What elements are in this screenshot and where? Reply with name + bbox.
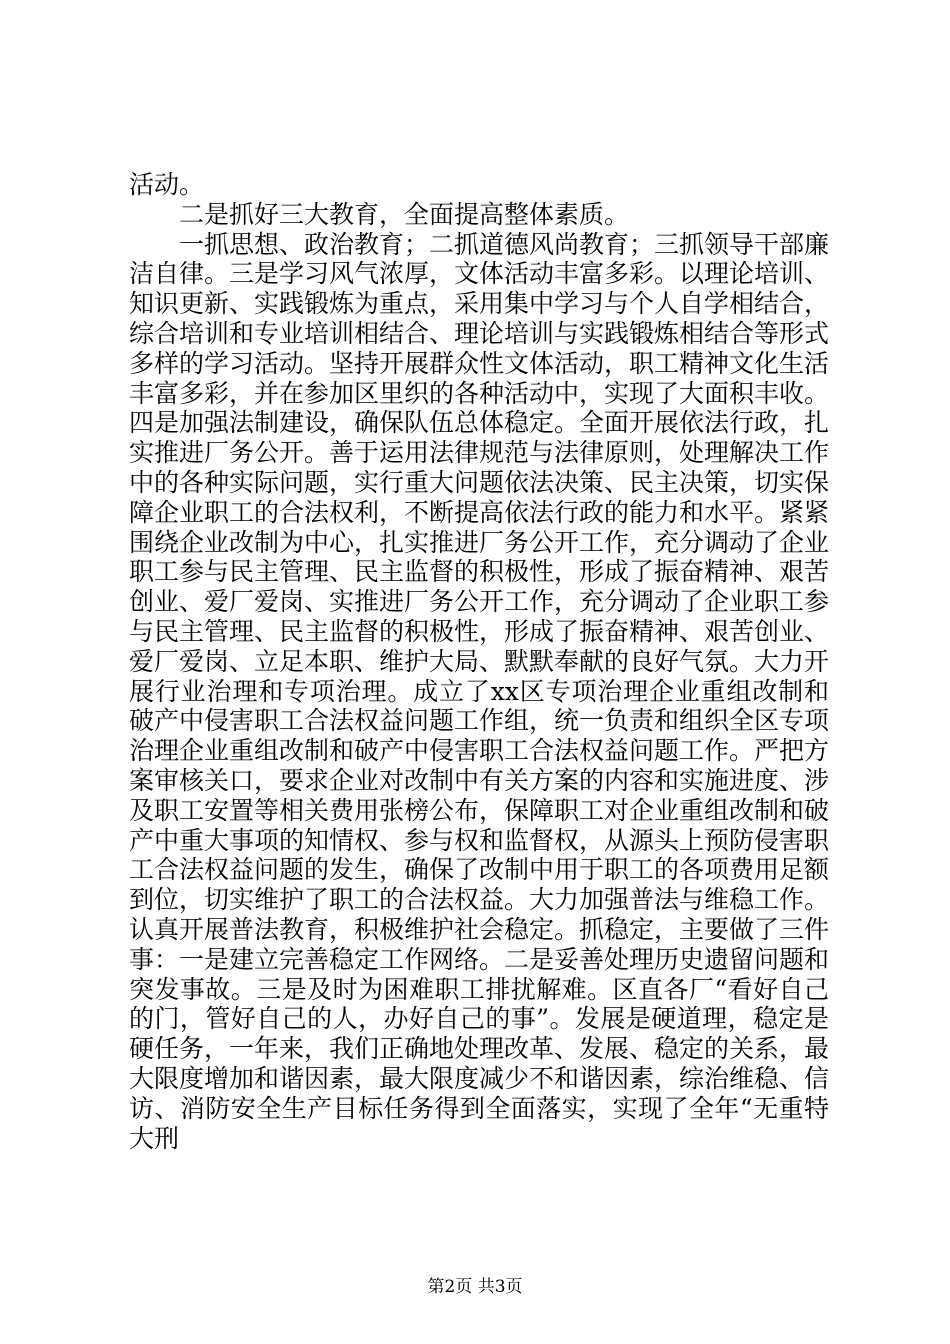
document-body [129,170,829,1153]
paragraph-continuation: 活动。 [129,170,205,199]
paragraph-main-body: 一抓思想、政治教育；二抓道德风尚教育；三抓领导干部廉洁自律。三是学习风气浓厚，文体活动丰富多彩。以理论培训、知识更新、实践锻炼为重点，采用集中学习与个人自学相结合，综合培训和专业培训相结合、理论培训与实践锻炼相结合等形式多样的学习活动。坚持开展群众性文体活动，职工精神文化生活丰富多彩，并在参加区里织的各种活动中，实现了大面积丰收。四是加强法制建设，确保队伍总体稳定。全面开展依法行政，扎实推进厂务公开。善于运用法律规范与法律原则，处理解决工作中的各种实际问题，实行重大问题依法决策、民主决策，切实保障企业职工的合法权利，不断提高依法行政的能力和水平。紧紧围绕企业改制为中心，扎实推进厂务公开工作，充分调动了企业职工参与民主管理、民主监督的积极性，形成了振奋精神、艰苦创业、爱厂爱岗、实推进厂务公开工作，充分调动了企业职工参与民主管理、民主监督的积极性，形成了振奋精神、艰苦创业、爱厂爱岗、立足本职、维护大局、默默奉献的良好气氛。大力开展行业治理和专项治理。成立了xx区专项治理企业重组改制和破产中侵害职工合法权益问题工作组，统一负责和组织全区专项治理企业重组改制和破产中侵害职工合法权益问题工作。严把方案审核关口，要求企业对改制中有关方案的内容和实施进度、涉及职工安置等相关费用张榜公布，保障职工对企业重组改制和破产中重大事项的知情权、参与权和监督权，从源头上预防侵害职工合法权益问题的发生，确保了改制中用于职工的各项费用足额到位，切实维护了职工的合法权益。大力加强普法与维稳工作。认真开展普法教育，积极维护社会稳定。抓稳定，主要做了三件事：一是建立完善稳定工作网络。二是妥善处理历史遗留问题和突发事故。三是及时为困难职工排扰解难。区直各厂“看好自己的门，管好自己的人，办好自己的事”。发展是硬道理，稳定是硬任务，一年来，我们正确地处理改革、发展、稳定的关系，最大限度增加和谐因素，最大限度减少不和谐因素，综治维稳、信访、消防安全生产目标任务得到全面落实，实现了全年“无重特大刑 [129,229,830,1153]
paragraph-section-heading: 二是抓好三大教育，全面提高整体素质。 [179,199,630,229]
page-number-footer: 第2页 共3页 [427,1277,523,1297]
